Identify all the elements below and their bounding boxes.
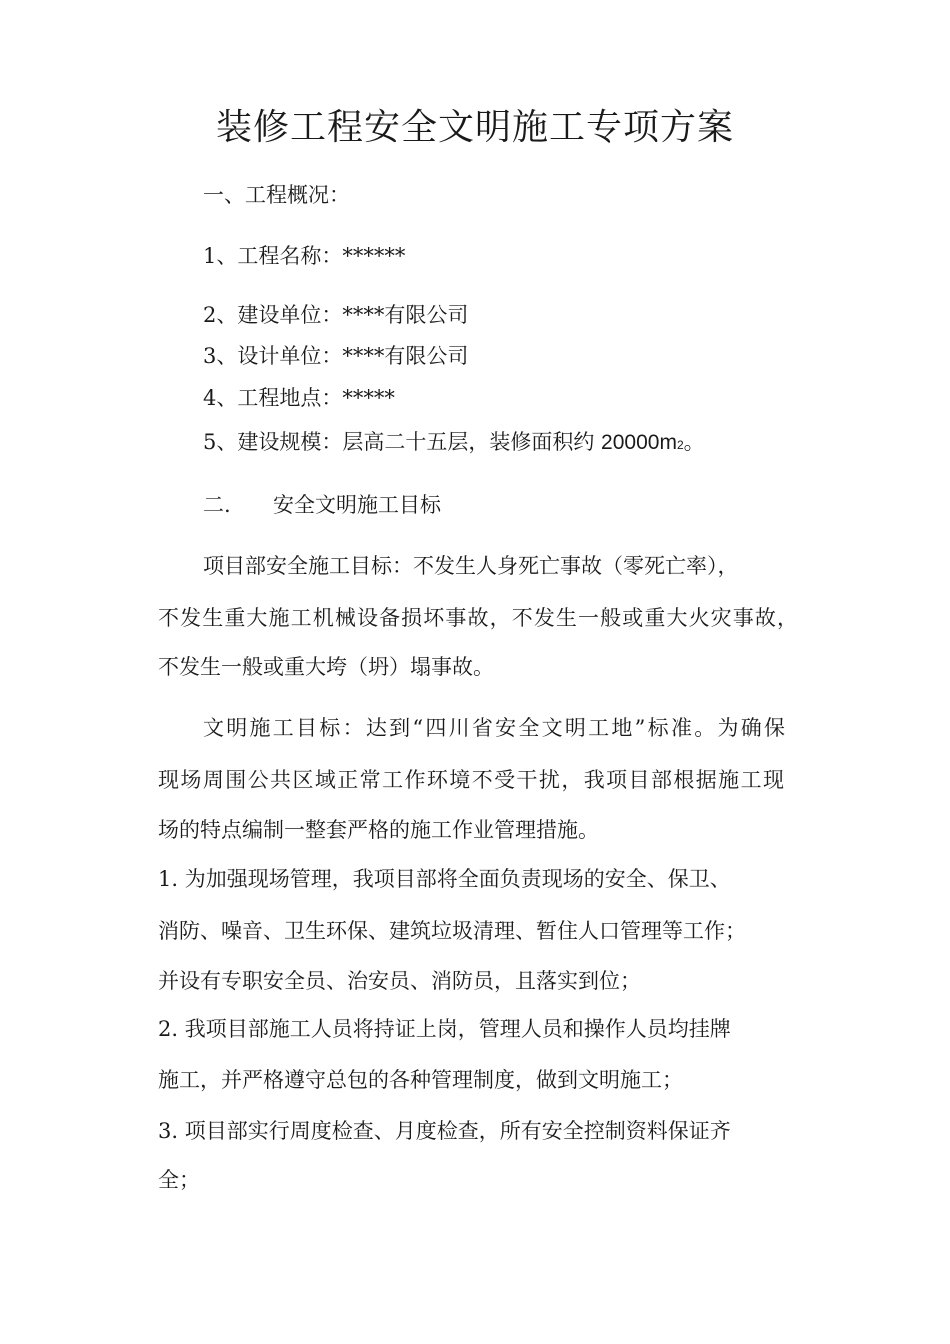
- measure-line: 3. 项目部实行周度检查、月度检查，所有安全控制资料保证齐: [158, 1119, 731, 1143]
- section2-heading: [203, 490, 863, 520]
- section2-number: 二.: [203, 493, 231, 517]
- measure-line: 施工，并严格遵守总包的各种管理制度，做到文明施工；: [158, 1068, 683, 1092]
- civil-goal-line-2: 现场周围公共区域正常工作环境不受干扰，我项目部根据施工现: [158, 768, 784, 792]
- safety-goal-line-3: 不发生一般或重大垮（坍）塌事故。: [158, 655, 494, 679]
- section1-heading: 一、工程概况：: [203, 183, 350, 207]
- safety-goal-line-2: 不发生重大施工机械设备损坏事故，不发生一般或重大火灾事故，: [158, 606, 798, 630]
- measure-line: 全；: [158, 1168, 200, 1192]
- measure-line: 1. 为加强现场管理，我项目部将全面负责现场的安全、保卫、: [158, 867, 731, 891]
- civil-goal-line-1: 文明施工目标：达到“四川省安全文明工地”标准。为确保: [203, 716, 785, 740]
- scale-area-unit-exponent: 2: [676, 438, 684, 452]
- scale-area-number: 20000m: [601, 431, 677, 454]
- scale-text: 5、建设规模：层高二十五层，装修面积约: [203, 430, 602, 454]
- overview-item-location: 4、工程地点：*****: [203, 386, 395, 410]
- measure-line: 2. 我项目部施工人员将持证上岗，管理人员和操作人员均挂牌: [158, 1017, 731, 1041]
- civil-goal-line-3: 场的特点编制一整套严格的施工作业管理措施。: [158, 818, 599, 842]
- scale-period: 。: [683, 430, 705, 454]
- document-title: 装修工程安全文明施工专项方案: [215, 107, 734, 148]
- overview-item-scale: [203, 427, 863, 460]
- measure-line: 并设有专职安全员、治安员、消防员，且落实到位；: [158, 969, 641, 993]
- overview-item-builder: 2、建设单位：****有限公司: [203, 303, 469, 327]
- overview-item-project-name: 1、工程名称：******: [203, 244, 406, 268]
- safety-goal-line-1: 项目部安全施工目标：不发生人身死亡事故（零死亡率），: [203, 554, 739, 578]
- section2-title: 安全文明施工目标: [273, 493, 441, 517]
- measure-line: 消防、噪音、卫生环保、建筑垃圾清理、暂住人口管理等工作；: [158, 919, 746, 943]
- overview-item-designer: 3、设计单位：****有限公司: [203, 344, 469, 368]
